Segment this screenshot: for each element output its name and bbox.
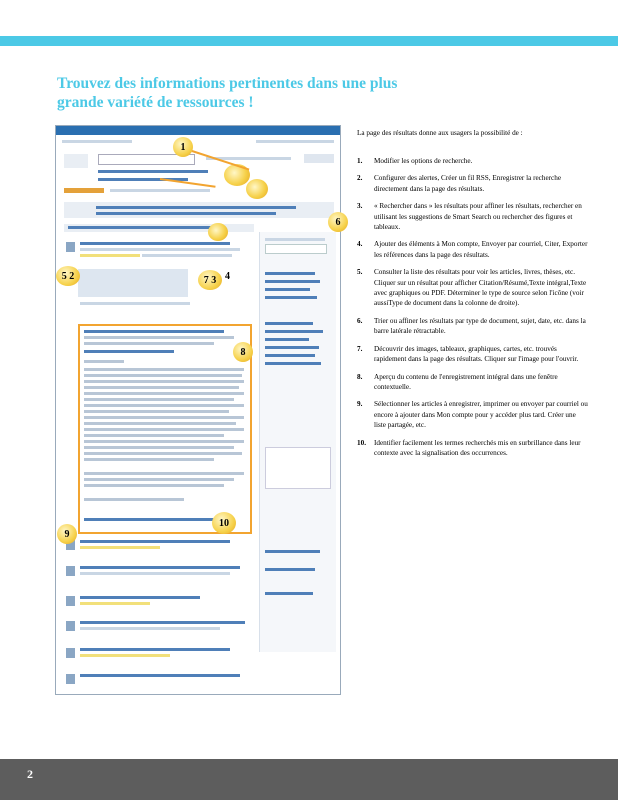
screenshot-result-count bbox=[64, 188, 104, 193]
callout-8: 8 bbox=[233, 342, 253, 362]
headline-line-1: Trouvez des informations pertinentes dans une plus bbox=[57, 75, 398, 92]
top-accent-bar bbox=[0, 36, 618, 46]
list-item: 7. Découvrir des images, tableaux, graphiques, cartes, etc. trouvés rapidement dans la page des résultats. Cliquer sur l'image pour l'ouvrir. bbox=[357, 344, 579, 364]
callout-7-3: 7 3 bbox=[198, 270, 222, 290]
headline-line-2: grande variété de ressources ! bbox=[57, 94, 254, 111]
screenshot-sidebar bbox=[259, 232, 336, 652]
list-item: 9. Sélectionner les articles à enregistrer, imprimer ou envoyer par courriel ou encore à ajouter dans Mon compte pour y accéder plus tard. Créer une liste partagée, etc. bbox=[357, 400, 588, 430]
callout-5-2: 5 2 bbox=[56, 266, 80, 286]
list-item: 1. Modifier les options de recherche. bbox=[357, 157, 473, 165]
list-item: 4. Ajouter des éléments à Mon compte, Envoyer par courriel, Citer, Exporter les références dans la page des résultats. bbox=[357, 240, 588, 259]
callout-6: 6 bbox=[328, 212, 348, 232]
list-item: 3. « Rechercher dans » les résultats pour affiner les résultats, rechercher en utilisant les suggestions de Smart Search ou rechercher des figures et tableaux. bbox=[357, 202, 582, 232]
page-footer bbox=[0, 759, 618, 800]
screenshot-image-strip bbox=[78, 269, 188, 297]
screenshot-nav-bar bbox=[56, 126, 340, 135]
feature-list bbox=[357, 156, 589, 465]
list-item: 6. Trier ou affiner les résultats par type de document, sujet, date, etc. dans la barre latérale rétractable. bbox=[357, 316, 586, 336]
list-item: 2. Configurer des alertes, Créer un fil RSS, Enregistrer la recherche directement dans la page des résultats. bbox=[357, 174, 562, 193]
highlight-circle bbox=[208, 223, 228, 241]
screenshot-date-chart bbox=[265, 447, 331, 489]
screenshot-logo bbox=[64, 154, 88, 168]
list-item: 10. Identifier facilement les termes recherchés mis en surbrillance dans leur contexte avec la signalisation des occurrences. bbox=[357, 438, 581, 457]
callout-1: 1 bbox=[173, 137, 193, 157]
screenshot-preview-popup bbox=[78, 324, 252, 534]
highlight-circle bbox=[246, 179, 268, 199]
page-headline bbox=[57, 74, 517, 112]
page-number: 2 bbox=[27, 767, 33, 781]
list-item: 5. Consulter la liste des résultats pour voir les articles, livres, thèses, etc. Cliquer sur un résultat pour afficher Citation/Résumé,Texte intégral,Texte avec graphiques ou PDF. Déterminer le type de source selon l'icône (voir aussiType de document dans la colonne de droite). bbox=[357, 268, 587, 308]
results-page-screenshot bbox=[55, 125, 341, 695]
callout-4: 4 bbox=[225, 271, 230, 282]
list-item: 8. Aperçu du contenu de l'enregistrement intégral dans une fenêtre contextuelle. bbox=[357, 372, 558, 391]
callout-9: 9 bbox=[57, 524, 77, 544]
callout-10: 10 bbox=[212, 512, 236, 534]
intro-paragraph: La page des résultats donne aux usagers la possibilité de : bbox=[357, 129, 523, 137]
